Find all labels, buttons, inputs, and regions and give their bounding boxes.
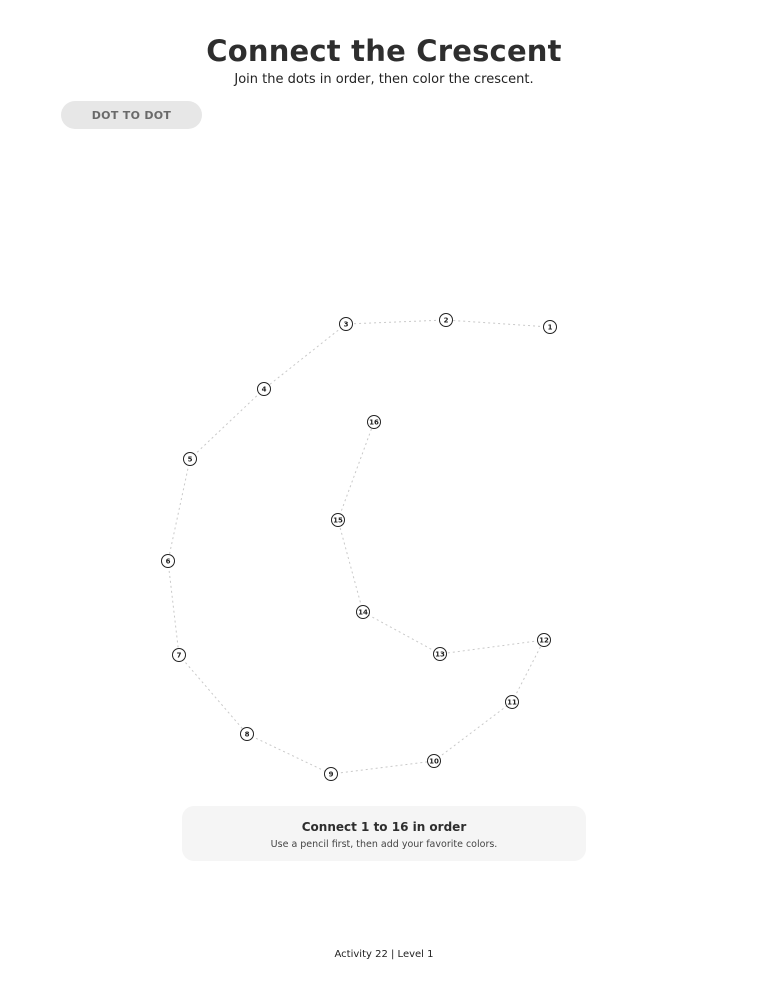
connector-line-12-13 (440, 640, 544, 654)
dot-14[interactable] (357, 606, 370, 619)
instructions-title: Connect 1 to 16 in order (301, 820, 467, 834)
dot-markers (162, 314, 557, 781)
dot-4[interactable] (258, 383, 271, 396)
dot-2[interactable] (440, 314, 453, 327)
dot-number-label: 11 (507, 698, 517, 707)
dot-13[interactable] (434, 648, 447, 661)
dot-12[interactable] (538, 634, 551, 647)
dot-5[interactable] (184, 453, 197, 466)
dot-number-label: 4 (261, 385, 267, 394)
dot-15[interactable] (332, 514, 345, 527)
dot-number-label: 8 (244, 730, 250, 739)
dot-number-label: 1 (547, 323, 553, 332)
dot-number-label: 2 (443, 316, 449, 325)
connector-line-10-11 (434, 702, 512, 761)
connector-line-4-5 (190, 389, 264, 459)
dot-number-label: 13 (435, 650, 445, 659)
dot-number-label: 3 (343, 320, 349, 329)
connector-line-6-7 (168, 561, 179, 655)
connector-line-8-9 (247, 734, 331, 774)
connector-line-15-16 (338, 422, 374, 520)
dot-3[interactable] (340, 318, 353, 331)
dot-number-label: 9 (328, 770, 334, 779)
dot-10[interactable] (428, 755, 441, 768)
dot-number-label: 15 (333, 516, 343, 525)
dot-1[interactable] (544, 321, 557, 334)
dot-number-label: 7 (176, 651, 182, 660)
connector-line-13-14 (363, 612, 440, 654)
dot-8[interactable] (241, 728, 254, 741)
dot-16[interactable] (368, 416, 381, 429)
connector-line-11-12 (512, 640, 544, 702)
dot-number-label: 10 (429, 757, 439, 766)
dot-6[interactable] (162, 555, 175, 568)
connector-line-7-8 (179, 655, 247, 734)
dot-9[interactable] (325, 768, 338, 781)
connector-line-1-2 (446, 320, 550, 327)
connector-line-2-3 (346, 320, 446, 324)
instructions-text: Use a pencil first, then add your favorite colors. (270, 839, 498, 850)
connector-lines (165, 320, 550, 774)
dot-7[interactable] (173, 649, 186, 662)
activity-type-label: DOT TO DOT (91, 108, 172, 122)
footer-activity-info: Activity 22 | Level 1 (334, 949, 434, 960)
connector-line-5-6 (168, 459, 190, 561)
instructions-card (182, 806, 586, 861)
page-subtitle: Join the dots in order, then color the crescent. (234, 72, 534, 87)
page-title: Connect the Crescent (206, 34, 562, 68)
dot-number-label: 16 (369, 418, 379, 427)
dot-number-label: 12 (539, 636, 549, 645)
dot-number-label: 14 (358, 608, 368, 617)
connector-line-9-10 (331, 761, 434, 774)
dot-11[interactable] (506, 696, 519, 709)
dot-number-label: 6 (165, 557, 171, 566)
dot-number-label: 5 (187, 455, 193, 464)
connector-line-14-15 (338, 520, 363, 612)
connector-line-3-4 (264, 324, 346, 389)
